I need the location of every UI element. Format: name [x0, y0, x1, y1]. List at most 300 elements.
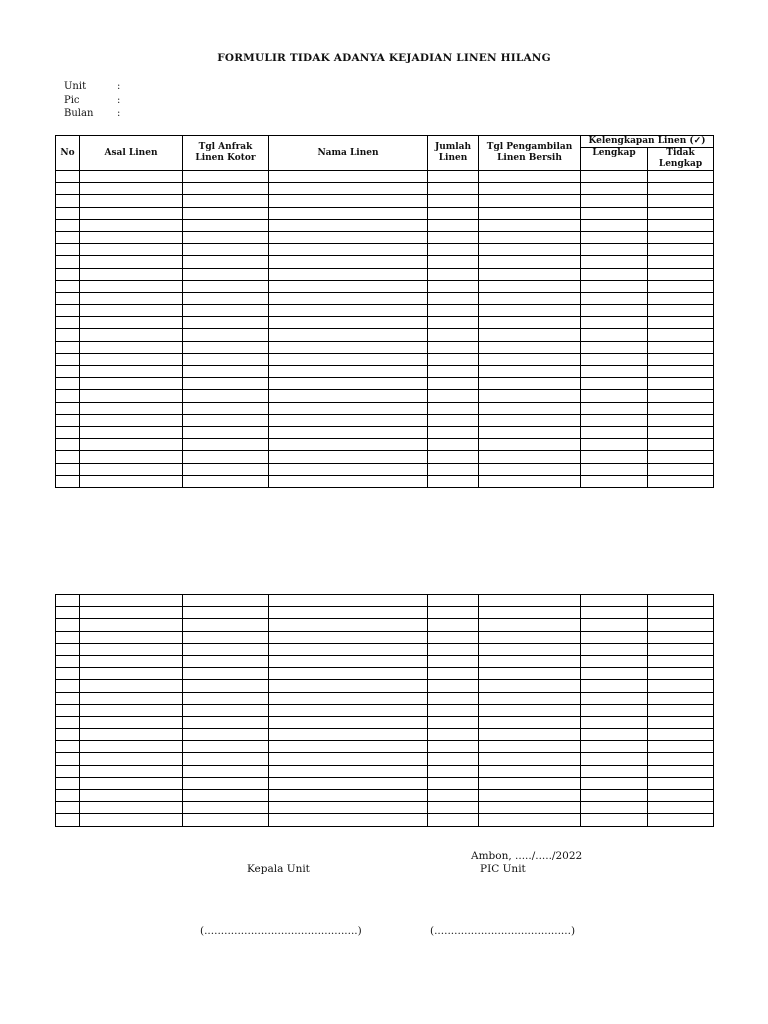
- table-cell[interactable]: [428, 451, 479, 463]
- table-cell[interactable]: [80, 741, 183, 753]
- table-cell[interactable]: [183, 753, 269, 765]
- table-cell[interactable]: [56, 195, 80, 207]
- table-cell[interactable]: [269, 183, 428, 195]
- table-cell[interactable]: [183, 777, 269, 789]
- right-signature-line[interactable]: (.........................................): [430, 925, 576, 937]
- table-cell[interactable]: [56, 378, 80, 390]
- table-cell[interactable]: [428, 668, 479, 680]
- table-cell[interactable]: [80, 655, 183, 667]
- table-cell[interactable]: [581, 607, 648, 619]
- table-cell[interactable]: [648, 777, 714, 789]
- table-cell[interactable]: [56, 353, 80, 365]
- table-cell[interactable]: [80, 777, 183, 789]
- table-cell[interactable]: [428, 631, 479, 643]
- table-cell[interactable]: [269, 729, 428, 741]
- table-cell[interactable]: [428, 475, 479, 487]
- table-cell[interactable]: [648, 231, 714, 243]
- table-cell[interactable]: [428, 219, 479, 231]
- table-cell[interactable]: [56, 414, 80, 426]
- table-cell[interactable]: [269, 777, 428, 789]
- table-cell[interactable]: [269, 765, 428, 777]
- table-cell[interactable]: [183, 378, 269, 390]
- table-cell[interactable]: [56, 668, 80, 680]
- table-cell[interactable]: [56, 439, 80, 451]
- table-cell[interactable]: [479, 402, 581, 414]
- table-cell[interactable]: [269, 439, 428, 451]
- table-cell[interactable]: [56, 171, 80, 183]
- table-cell[interactable]: [648, 741, 714, 753]
- table-cell[interactable]: [581, 402, 648, 414]
- table-cell[interactable]: [428, 390, 479, 402]
- table-cell[interactable]: [428, 256, 479, 268]
- table-cell[interactable]: [479, 256, 581, 268]
- table-cell[interactable]: [269, 619, 428, 631]
- table-cell[interactable]: [183, 631, 269, 643]
- table-cell[interactable]: [269, 280, 428, 292]
- table-cell[interactable]: [581, 366, 648, 378]
- table-cell[interactable]: [80, 802, 183, 814]
- table-cell[interactable]: [479, 244, 581, 256]
- table-cell[interactable]: [428, 402, 479, 414]
- table-cell[interactable]: [183, 790, 269, 802]
- table-cell[interactable]: [56, 268, 80, 280]
- table-cell[interactable]: [80, 790, 183, 802]
- table-cell[interactable]: [80, 607, 183, 619]
- table-cell[interactable]: [648, 219, 714, 231]
- table-cell[interactable]: [183, 414, 269, 426]
- table-cell[interactable]: [479, 439, 581, 451]
- table-cell[interactable]: [581, 729, 648, 741]
- table-cell[interactable]: [80, 814, 183, 826]
- table-cell[interactable]: [80, 765, 183, 777]
- table-cell[interactable]: [428, 777, 479, 789]
- table-cell[interactable]: [648, 305, 714, 317]
- table-cell[interactable]: [648, 280, 714, 292]
- table-cell[interactable]: [648, 643, 714, 655]
- table-cell[interactable]: [428, 607, 479, 619]
- table-cell[interactable]: [80, 183, 183, 195]
- table-cell[interactable]: [183, 341, 269, 353]
- table-cell[interactable]: [428, 329, 479, 341]
- table-cell[interactable]: [80, 692, 183, 704]
- table-cell[interactable]: [183, 244, 269, 256]
- table-cell[interactable]: [479, 668, 581, 680]
- table-cell[interactable]: [183, 183, 269, 195]
- table-cell[interactable]: [183, 317, 269, 329]
- table-cell[interactable]: [183, 668, 269, 680]
- table-cell[interactable]: [428, 366, 479, 378]
- table-cell[interactable]: [581, 426, 648, 438]
- table-cell[interactable]: [648, 268, 714, 280]
- table-cell[interactable]: [80, 595, 183, 607]
- table-cell[interactable]: [56, 256, 80, 268]
- table-cell[interactable]: [183, 451, 269, 463]
- table-cell[interactable]: [479, 729, 581, 741]
- table-cell[interactable]: [56, 341, 80, 353]
- table-cell[interactable]: [56, 619, 80, 631]
- table-cell[interactable]: [479, 195, 581, 207]
- table-cell[interactable]: [80, 280, 183, 292]
- table-cell[interactable]: [479, 607, 581, 619]
- table-cell[interactable]: [581, 802, 648, 814]
- table-cell[interactable]: [269, 268, 428, 280]
- table-cell[interactable]: [648, 475, 714, 487]
- table-cell[interactable]: [56, 183, 80, 195]
- table-cell[interactable]: [428, 595, 479, 607]
- table-cell[interactable]: [269, 475, 428, 487]
- table-cell[interactable]: [56, 765, 80, 777]
- table-cell[interactable]: [269, 171, 428, 183]
- table-cell[interactable]: [648, 207, 714, 219]
- table-cell[interactable]: [428, 171, 479, 183]
- table-cell[interactable]: [648, 451, 714, 463]
- table-cell[interactable]: [56, 475, 80, 487]
- table-cell[interactable]: [269, 753, 428, 765]
- table-cell[interactable]: [648, 414, 714, 426]
- table-cell[interactable]: [648, 171, 714, 183]
- table-cell[interactable]: [428, 353, 479, 365]
- table-cell[interactable]: [269, 680, 428, 692]
- table-cell[interactable]: [479, 353, 581, 365]
- table-cell[interactable]: [56, 231, 80, 243]
- table-cell[interactable]: [428, 765, 479, 777]
- table-cell[interactable]: [479, 475, 581, 487]
- table-cell[interactable]: [479, 595, 581, 607]
- table-cell[interactable]: [428, 463, 479, 475]
- table-cell[interactable]: [479, 183, 581, 195]
- table-cell[interactable]: [183, 292, 269, 304]
- table-cell[interactable]: [269, 668, 428, 680]
- table-cell[interactable]: [581, 268, 648, 280]
- table-cell[interactable]: [80, 439, 183, 451]
- table-cell[interactable]: [56, 292, 80, 304]
- table-cell[interactable]: [581, 463, 648, 475]
- table-cell[interactable]: [80, 329, 183, 341]
- table-cell[interactable]: [479, 231, 581, 243]
- table-cell[interactable]: [581, 305, 648, 317]
- table-cell[interactable]: [479, 207, 581, 219]
- table-cell[interactable]: [479, 790, 581, 802]
- table-cell[interactable]: [648, 704, 714, 716]
- table-cell[interactable]: [80, 378, 183, 390]
- table-cell[interactable]: [581, 256, 648, 268]
- table-cell[interactable]: [581, 631, 648, 643]
- table-cell[interactable]: [479, 741, 581, 753]
- table-cell[interactable]: [479, 317, 581, 329]
- table-cell[interactable]: [648, 631, 714, 643]
- table-cell[interactable]: [581, 171, 648, 183]
- table-cell[interactable]: [56, 607, 80, 619]
- table-cell[interactable]: [56, 366, 80, 378]
- table-cell[interactable]: [56, 753, 80, 765]
- table-cell[interactable]: [428, 619, 479, 631]
- table-cell[interactable]: [56, 802, 80, 814]
- table-cell[interactable]: [56, 777, 80, 789]
- table-cell[interactable]: [581, 244, 648, 256]
- table-cell[interactable]: [56, 329, 80, 341]
- table-cell[interactable]: [581, 753, 648, 765]
- table-cell[interactable]: [428, 195, 479, 207]
- table-cell[interactable]: [183, 463, 269, 475]
- table-cell[interactable]: [479, 619, 581, 631]
- table-cell[interactable]: [80, 680, 183, 692]
- table-cell[interactable]: [56, 729, 80, 741]
- table-cell[interactable]: [581, 439, 648, 451]
- table-cell[interactable]: [56, 741, 80, 753]
- table-cell[interactable]: [479, 366, 581, 378]
- table-cell[interactable]: [183, 207, 269, 219]
- table-cell[interactable]: [269, 378, 428, 390]
- table-cell[interactable]: [183, 802, 269, 814]
- table-cell[interactable]: [479, 219, 581, 231]
- table-cell[interactable]: [269, 341, 428, 353]
- table-cell[interactable]: [648, 790, 714, 802]
- table-cell[interactable]: [56, 655, 80, 667]
- table-cell[interactable]: [479, 655, 581, 667]
- table-cell[interactable]: [183, 195, 269, 207]
- table-cell[interactable]: [648, 378, 714, 390]
- table-cell[interactable]: [269, 802, 428, 814]
- table-cell[interactable]: [648, 390, 714, 402]
- table-cell[interactable]: [183, 729, 269, 741]
- table-cell[interactable]: [479, 753, 581, 765]
- table-cell[interactable]: [183, 655, 269, 667]
- table-cell[interactable]: [428, 244, 479, 256]
- table-cell[interactable]: [80, 231, 183, 243]
- table-cell[interactable]: [183, 402, 269, 414]
- table-cell[interactable]: [269, 414, 428, 426]
- table-cell[interactable]: [428, 305, 479, 317]
- table-cell[interactable]: [648, 366, 714, 378]
- table-cell[interactable]: [648, 256, 714, 268]
- table-cell[interactable]: [479, 305, 581, 317]
- table-cell[interactable]: [479, 378, 581, 390]
- table-cell[interactable]: [80, 219, 183, 231]
- table-cell[interactable]: [479, 329, 581, 341]
- table-cell[interactable]: [80, 317, 183, 329]
- table-cell[interactable]: [269, 655, 428, 667]
- table-cell[interactable]: [80, 402, 183, 414]
- table-cell[interactable]: [648, 244, 714, 256]
- table-cell[interactable]: [269, 631, 428, 643]
- table-cell[interactable]: [648, 183, 714, 195]
- table-cell[interactable]: [269, 353, 428, 365]
- table-cell[interactable]: [269, 463, 428, 475]
- table-cell[interactable]: [479, 426, 581, 438]
- table-cell[interactable]: [80, 305, 183, 317]
- table-cell[interactable]: [581, 777, 648, 789]
- table-cell[interactable]: [80, 171, 183, 183]
- table-cell[interactable]: [479, 390, 581, 402]
- table-cell[interactable]: [648, 595, 714, 607]
- table-cell[interactable]: [80, 451, 183, 463]
- table-cell[interactable]: [183, 607, 269, 619]
- table-cell[interactable]: [648, 655, 714, 667]
- table-cell[interactable]: [80, 753, 183, 765]
- table-cell[interactable]: [428, 183, 479, 195]
- table-cell[interactable]: [428, 439, 479, 451]
- table-cell[interactable]: [183, 390, 269, 402]
- table-cell[interactable]: [428, 268, 479, 280]
- table-cell[interactable]: [581, 353, 648, 365]
- table-cell[interactable]: [183, 219, 269, 231]
- table-cell[interactable]: [428, 753, 479, 765]
- table-cell[interactable]: [648, 619, 714, 631]
- table-cell[interactable]: [56, 280, 80, 292]
- table-cell[interactable]: [581, 341, 648, 353]
- table-cell[interactable]: [269, 231, 428, 243]
- table-cell[interactable]: [80, 426, 183, 438]
- table-cell[interactable]: [183, 256, 269, 268]
- table-cell[interactable]: [581, 814, 648, 826]
- table-cell[interactable]: [56, 631, 80, 643]
- table-cell[interactable]: [581, 475, 648, 487]
- table-cell[interactable]: [269, 451, 428, 463]
- table-cell[interactable]: [183, 268, 269, 280]
- table-cell[interactable]: [269, 716, 428, 728]
- table-cell[interactable]: [581, 219, 648, 231]
- table-cell[interactable]: [479, 451, 581, 463]
- table-cell[interactable]: [581, 207, 648, 219]
- table-cell[interactable]: [428, 802, 479, 814]
- table-cell[interactable]: [581, 317, 648, 329]
- table-cell[interactable]: [80, 207, 183, 219]
- table-cell[interactable]: [269, 195, 428, 207]
- table-cell[interactable]: [80, 353, 183, 365]
- table-cell[interactable]: [428, 292, 479, 304]
- table-cell[interactable]: [183, 353, 269, 365]
- table-cell[interactable]: [428, 280, 479, 292]
- table-cell[interactable]: [183, 426, 269, 438]
- table-cell[interactable]: [80, 704, 183, 716]
- table-cell[interactable]: [581, 704, 648, 716]
- table-cell[interactable]: [56, 451, 80, 463]
- table-cell[interactable]: [428, 207, 479, 219]
- table-cell[interactable]: [648, 692, 714, 704]
- table-cell[interactable]: [183, 305, 269, 317]
- table-cell[interactable]: [648, 680, 714, 692]
- table-cell[interactable]: [56, 680, 80, 692]
- table-cell[interactable]: [581, 655, 648, 667]
- table-cell[interactable]: [80, 244, 183, 256]
- table-cell[interactable]: [479, 680, 581, 692]
- table-cell[interactable]: [581, 280, 648, 292]
- table-cell[interactable]: [479, 280, 581, 292]
- table-cell[interactable]: [269, 305, 428, 317]
- table-cell[interactable]: [56, 244, 80, 256]
- table-cell[interactable]: [479, 463, 581, 475]
- table-cell[interactable]: [428, 655, 479, 667]
- table-cell[interactable]: [581, 329, 648, 341]
- table-cell[interactable]: [648, 329, 714, 341]
- table-cell[interactable]: [581, 741, 648, 753]
- table-cell[interactable]: [648, 729, 714, 741]
- table-cell[interactable]: [479, 704, 581, 716]
- table-cell[interactable]: [269, 692, 428, 704]
- table-cell[interactable]: [479, 414, 581, 426]
- table-cell[interactable]: [183, 475, 269, 487]
- table-cell[interactable]: [80, 668, 183, 680]
- table-cell[interactable]: [183, 439, 269, 451]
- table-cell[interactable]: [269, 244, 428, 256]
- table-cell[interactable]: [581, 716, 648, 728]
- table-cell[interactable]: [269, 207, 428, 219]
- table-cell[interactable]: [581, 231, 648, 243]
- table-cell[interactable]: [648, 292, 714, 304]
- table-cell[interactable]: [648, 439, 714, 451]
- table-cell[interactable]: [648, 195, 714, 207]
- table-cell[interactable]: [80, 390, 183, 402]
- table-cell[interactable]: [269, 219, 428, 231]
- table-cell[interactable]: [428, 317, 479, 329]
- table-cell[interactable]: [428, 814, 479, 826]
- table-cell[interactable]: [428, 426, 479, 438]
- table-cell[interactable]: [648, 402, 714, 414]
- table-cell[interactable]: [80, 341, 183, 353]
- table-cell[interactable]: [269, 317, 428, 329]
- table-cell[interactable]: [428, 378, 479, 390]
- table-cell[interactable]: [648, 426, 714, 438]
- table-cell[interactable]: [183, 765, 269, 777]
- table-cell[interactable]: [80, 716, 183, 728]
- table-cell[interactable]: [269, 595, 428, 607]
- table-cell[interactable]: [581, 183, 648, 195]
- table-cell[interactable]: [479, 814, 581, 826]
- table-cell[interactable]: [80, 366, 183, 378]
- table-cell[interactable]: [80, 256, 183, 268]
- table-cell[interactable]: [183, 741, 269, 753]
- table-cell[interactable]: [479, 631, 581, 643]
- table-cell[interactable]: [183, 704, 269, 716]
- table-cell[interactable]: [56, 402, 80, 414]
- table-cell[interactable]: [428, 704, 479, 716]
- table-cell[interactable]: [648, 716, 714, 728]
- table-cell[interactable]: [56, 716, 80, 728]
- left-signature-line[interactable]: (..............................................): [200, 925, 362, 937]
- table-cell[interactable]: [648, 463, 714, 475]
- table-cell[interactable]: [479, 268, 581, 280]
- table-cell[interactable]: [648, 353, 714, 365]
- table-cell[interactable]: [183, 716, 269, 728]
- table-cell[interactable]: [183, 814, 269, 826]
- table-cell[interactable]: [479, 777, 581, 789]
- table-cell[interactable]: [56, 595, 80, 607]
- table-cell[interactable]: [479, 292, 581, 304]
- table-cell[interactable]: [648, 753, 714, 765]
- table-cell[interactable]: [183, 329, 269, 341]
- table-cell[interactable]: [80, 195, 183, 207]
- table-cell[interactable]: [269, 643, 428, 655]
- table-cell[interactable]: [428, 680, 479, 692]
- table-cell[interactable]: [56, 317, 80, 329]
- table-cell[interactable]: [269, 607, 428, 619]
- table-cell[interactable]: [428, 729, 479, 741]
- table-cell[interactable]: [269, 814, 428, 826]
- table-cell[interactable]: [80, 475, 183, 487]
- table-cell[interactable]: [80, 631, 183, 643]
- table-cell[interactable]: [80, 292, 183, 304]
- table-cell[interactable]: [183, 619, 269, 631]
- table-cell[interactable]: [269, 329, 428, 341]
- table-cell[interactable]: [581, 692, 648, 704]
- table-cell[interactable]: [183, 692, 269, 704]
- table-cell[interactable]: [269, 390, 428, 402]
- table-cell[interactable]: [80, 643, 183, 655]
- table-cell[interactable]: [56, 305, 80, 317]
- table-cell[interactable]: [479, 802, 581, 814]
- table-cell[interactable]: [581, 619, 648, 631]
- table-cell[interactable]: [648, 802, 714, 814]
